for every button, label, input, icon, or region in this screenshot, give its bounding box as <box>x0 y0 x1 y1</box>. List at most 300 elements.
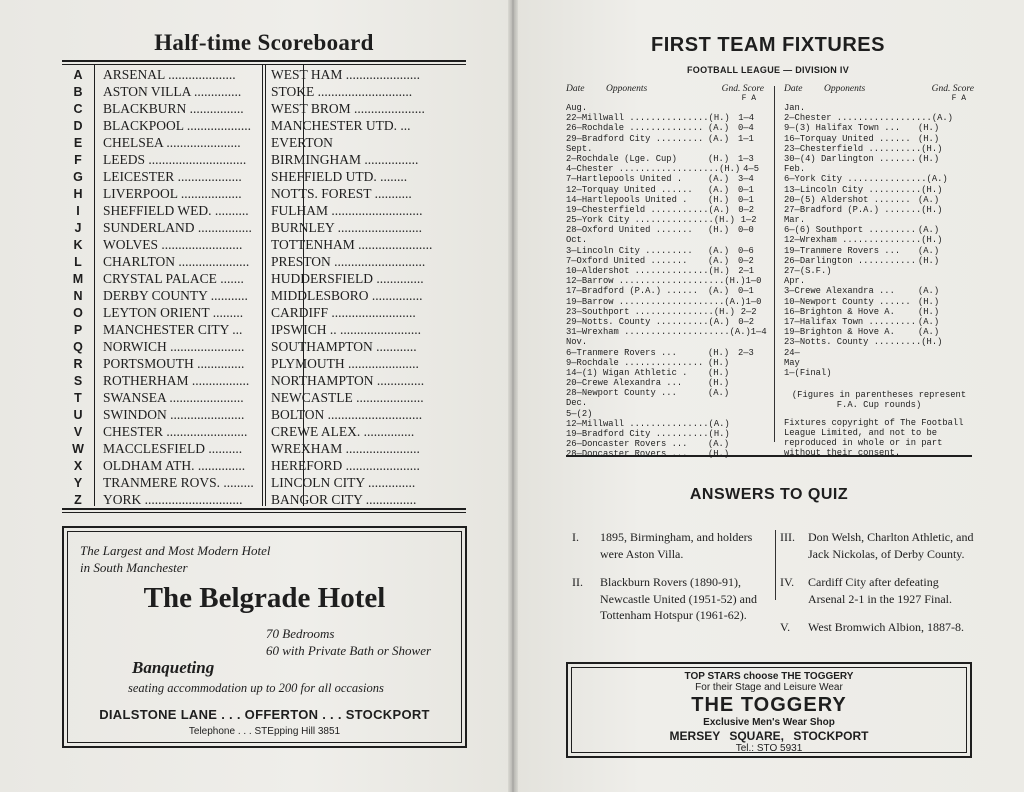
scoreboard-home-team: BLACKBURN ................ <box>103 100 244 116</box>
fixture-opponent: 19—Tranmere Rovers ... <box>784 245 901 256</box>
fixture-ground: (A.) <box>708 204 730 215</box>
fixtures-header-left <box>566 84 764 95</box>
fixture-ground: (A.) <box>708 133 730 144</box>
scoreboard-home-team: LIVERPOOL .................. <box>103 185 242 201</box>
fixture-ground: (A.) <box>708 316 730 327</box>
quiz-answer <box>572 529 772 562</box>
scoreboard-away-team: PLYMOUTH ..................... <box>271 355 419 371</box>
scoreboard-row <box>62 389 466 406</box>
fixture-month: Nov. <box>566 337 588 348</box>
scoreboard-table <box>62 66 466 508</box>
fixture-score <box>738 409 764 419</box>
fixture-row <box>566 185 764 195</box>
fixture-month: Dec. <box>566 398 588 409</box>
scoreboard-away-team: BURNLEY ......................... <box>271 219 422 235</box>
scoreboard-away-team: EVERTON <box>271 134 333 150</box>
fixture-opponent: 16—Torquay United ...... <box>784 133 911 144</box>
scoreboard-home-team: SWINDON ...................... <box>103 406 245 422</box>
quiz-answer-text: West Bromwich Albion, 1887-8. <box>808 620 965 634</box>
fixture-ground: (A.) <box>708 255 730 266</box>
col-gnd-score: Gnd. Score <box>721 84 764 94</box>
fixture-row <box>566 276 764 286</box>
fixture-score <box>952 174 974 184</box>
fixture-score: 0—6 <box>738 245 754 256</box>
scoreboard-away-team: NORTHAMPTON .............. <box>271 372 425 388</box>
scoreboard-row <box>62 236 466 253</box>
fixture-score <box>948 195 974 205</box>
fixture-score <box>950 235 974 245</box>
fixture-row <box>566 297 764 307</box>
hotel-bedrooms: 70 Bedrooms <box>266 626 335 641</box>
toggery-address: MERSEY SQUARE, STOCKPORT <box>669 729 869 743</box>
fixture-opponent: 13—Lincoln City .......... <box>784 184 922 195</box>
fixtures-column-divider <box>774 86 775 442</box>
fixture-opponent: 16—Brighton & Hove A. <box>784 306 895 317</box>
fixture-ground: (H.) <box>708 429 730 439</box>
col-date: Date <box>566 84 585 94</box>
scoreboard-away-team: NOTTS. FOREST ........... <box>271 185 412 201</box>
fixture-row <box>566 164 764 174</box>
hotel-bath: 60 with Private Bath or Shower <box>266 643 432 658</box>
scoreboard-home-team: NORWICH ...................... <box>103 338 245 354</box>
fixture-ground: (H.) <box>918 133 940 144</box>
fixture-score: 1—3 <box>738 153 754 164</box>
fixture-opponent: 14—Hartlepools United . <box>566 194 688 205</box>
fixture-ground: (A.) <box>918 327 940 338</box>
scoreboard-home-team: CHARLTON ..................... <box>103 253 250 269</box>
fixture-score <box>948 134 974 144</box>
scoreboard-letter: C <box>73 101 83 116</box>
fixture-month: Apr. <box>784 276 806 287</box>
scoreboard-row <box>62 100 466 117</box>
fixture-ground <box>918 348 948 358</box>
quiz-answer-text: Don Welsh, Charlton Athletic, and Jack Nickolas, of Derby County. <box>808 530 974 561</box>
scoreboard-letter: J <box>74 220 82 235</box>
fixture-ground: (A.) <box>708 174 730 185</box>
fixture-opponent: 3—Crewe Alexandra ... <box>784 286 895 297</box>
scoreboard-row <box>62 355 466 372</box>
fixtures-column-right <box>784 84 974 458</box>
fixture-opponent: 29—Bradford City ......... <box>566 133 704 144</box>
scoreboard-away-team: HUDDERSFIELD .............. <box>271 270 424 286</box>
scoreboard-away-team: HEREFORD ...................... <box>271 457 420 473</box>
scoreboard-letter: N <box>73 288 83 303</box>
scoreboard-row <box>62 151 466 168</box>
scoreboard-away-team: WEST HAM ...................... <box>271 66 421 82</box>
fixture-opponent: 26—Doncaster Rovers ... <box>566 439 688 450</box>
fixture-opponent: 6—(6) Southport ......... <box>784 225 916 236</box>
fixture-row <box>566 154 764 164</box>
fixture-score <box>948 154 974 164</box>
scoreboard-away-team: IPSWICH .. ........................ <box>271 321 422 337</box>
scoreboard-letter: L <box>74 254 82 269</box>
fixture-ground: (H.) <box>708 113 730 124</box>
col-opponents: Opponents <box>824 84 866 94</box>
fixture-score <box>948 266 974 276</box>
fixture-score: 0—2 <box>738 255 754 266</box>
scoreboard-letter: G <box>73 169 83 184</box>
quiz-answer-text: Cardiff City after defeating Arsenal 2-1 in the 1927 Final. <box>808 575 952 606</box>
fixture-ground: (H.) <box>921 143 943 154</box>
fixture-ground: (A.) <box>708 184 730 195</box>
toggery-name: THE TOGGERY <box>691 694 847 716</box>
scoreboard-letter: F <box>74 152 82 167</box>
fixture-row <box>566 419 764 429</box>
scoreboard-home-team: ASTON VILLA .............. <box>103 83 242 99</box>
fixture-row <box>566 215 764 225</box>
fixture-row <box>784 185 974 195</box>
fixture-row <box>566 113 764 123</box>
fixture-score <box>948 256 974 266</box>
fixture-score: 0—0 <box>738 225 754 236</box>
fixture-score: 0—1 <box>738 194 754 205</box>
scoreboard-row <box>62 185 466 202</box>
fixture-opponent: 12—Wrexham ............... <box>784 235 922 246</box>
fixture-ground: (A.) <box>708 245 730 256</box>
fixture-score: 0—1 <box>738 184 754 195</box>
hotel-banqueting: Banqueting <box>132 658 215 677</box>
fixture-row <box>784 174 974 184</box>
fixture-ground: (A.) <box>708 123 730 134</box>
quiz-answer-text: Blackburn Rovers (1890-91), Newcastle United (1951-52) and Tottenham Hotspur (1961-62). <box>600 575 757 622</box>
quiz-answer-number: III. <box>780 530 795 544</box>
hotel-rooms <box>266 625 431 659</box>
toggery-advert <box>566 662 972 758</box>
fixture-opponent: 29—Notts. County .......... <box>566 316 709 327</box>
hotel-seating: seating accommodation up to 200 for all occasions <box>128 681 384 695</box>
fixture-ground: (H.) <box>713 306 735 317</box>
scoreboard-top-rule-thin <box>62 64 466 65</box>
fixture-ground: (H.) <box>918 306 940 317</box>
scoreboard-away-team: SOUTHAMPTON ............ <box>271 338 417 354</box>
fixture-row <box>784 348 974 358</box>
fixtures-subtitle: FOOTBALL LEAGUE — DIVISION IV <box>686 65 850 75</box>
hotel-advert <box>62 526 467 748</box>
fixture-ground: (A.) <box>918 225 940 236</box>
fixture-opponent: 3—Lincoln City ......... <box>566 245 693 256</box>
fixture-score <box>948 286 974 296</box>
fixture-row <box>566 246 764 256</box>
fixture-row <box>784 134 974 144</box>
fixture-row <box>784 154 974 164</box>
fixture-score <box>950 205 974 215</box>
quiz-answer <box>780 574 976 607</box>
fixture-opponent: 30—(4) Darlington ....... <box>784 153 916 164</box>
scoreboard-row <box>62 474 466 491</box>
scoreboard-home-team: OLDHAM ATH. .............. <box>103 457 246 473</box>
fixture-opponent: 10—Newport County ...... <box>784 296 911 307</box>
fixture-ground: (H.) <box>708 266 730 276</box>
fixture-row <box>566 317 764 327</box>
fixture-score <box>948 246 974 256</box>
fixture-ground: (H.) <box>918 296 940 307</box>
fixture-opponent: 26—Darlington ........... <box>784 255 916 266</box>
fixture-opponent: 19—Barrow .................... <box>566 296 725 307</box>
fixture-ground: (A.) <box>708 418 730 429</box>
fixture-score: 1—2 <box>740 215 757 226</box>
fixture-opponent: 19—Bradford City .......... <box>566 429 709 439</box>
hotel-name: The Belgrade Hotel <box>143 582 386 614</box>
fixture-row <box>566 134 764 144</box>
fixture-ground: (H.) <box>921 184 943 195</box>
fixture-score: 2—3 <box>738 347 754 358</box>
scoreboard-away-team: STOKE ............................ <box>271 83 413 99</box>
fixture-opponent: 6—Tranmere Rovers ... <box>566 347 677 358</box>
scoreboard-home-team: MACCLESFIELD .......... <box>103 440 243 456</box>
scoreboard-home-team: PORTSMOUTH .............. <box>103 355 245 371</box>
scoreboard-row <box>62 83 466 100</box>
fixture-score <box>948 368 974 378</box>
fixture-ground: (H.) <box>708 357 730 368</box>
fixture-ground: (A.) <box>708 439 730 450</box>
fixture-score: 1—4 <box>738 113 755 124</box>
fixture-score: 0—1 <box>738 286 754 297</box>
col-date: Date <box>784 84 803 94</box>
fixture-opponent: 31—Wrexham .................... <box>566 327 730 338</box>
fixture-score <box>948 297 974 307</box>
fixture-opponent: 26—Rochdale .............. <box>566 123 704 134</box>
fixture-score <box>738 388 764 398</box>
fixture-ground: (A.) <box>918 245 940 256</box>
fixture-opponent: 20—Crewe Alexandra ... <box>566 378 683 389</box>
hotel-tagline-line-2: in South Manchester <box>80 560 188 575</box>
fixture-month: May <box>784 357 800 368</box>
fixture-row <box>784 307 974 317</box>
cup-rounds-note: (Figures in parentheses represent F.A. Cup rounds) <box>791 390 967 411</box>
fixture-score: 3—4 <box>738 174 754 185</box>
scoreboard-away-team: WREXHAM ...................... <box>271 440 420 456</box>
page-spine <box>508 0 518 792</box>
fixture-month: Oct. <box>566 235 588 246</box>
scoreboard-row <box>62 338 466 355</box>
col-for-against: F A <box>951 94 966 103</box>
scoreboard-away-team: MIDDLESBORO ............... <box>271 287 423 303</box>
fixture-row <box>566 256 764 266</box>
scoreboard-away-team: BOLTON ............................ <box>271 406 423 422</box>
quiz-answer-number: II. <box>572 575 583 589</box>
quiz-answer <box>572 574 772 624</box>
fixture-row <box>566 266 764 276</box>
fixture-ground: (A.) <box>729 327 751 338</box>
fixture-ground: (H.) <box>918 153 940 164</box>
scoreboard-letter: V <box>73 424 83 439</box>
fixture-opponent: 12—Torquay United ...... <box>566 184 693 195</box>
quiz-answer-number: V. <box>780 620 791 634</box>
scoreboard-away-team: CREWE ALEX. ............... <box>271 423 415 439</box>
fixture-opponent: 2—Chester .................. <box>784 113 932 124</box>
fixture-opponent: 9—Rochdale ............... <box>566 357 704 368</box>
fixture-score <box>950 337 974 347</box>
fixture-score: 0—4 <box>738 123 754 134</box>
scoreboard-away-team: CARDIFF ......................... <box>271 304 416 320</box>
scoreboard-away-team: SHEFFIELD UTD. ........ <box>271 168 408 184</box>
fixture-score <box>954 113 974 123</box>
fixtures-copyright: Fixtures copyright of The Football League Limited, and not to be reproduced in whole or in part without their consent. <box>784 418 964 459</box>
scoreboard-home-team: MANCHESTER CITY ... <box>103 321 243 337</box>
fixture-row <box>566 225 764 235</box>
scoreboard-row <box>62 457 466 474</box>
scoreboard-home-team: LEEDS ............................. <box>103 151 247 167</box>
scoreboard-home-team: TRANMERE ROVS. ......... <box>103 474 254 490</box>
fixture-opponent: 27—(S.F.) <box>784 266 832 276</box>
fixture-row <box>784 286 974 296</box>
scoreboard-row <box>62 219 466 236</box>
fixture-score <box>738 358 764 368</box>
fixture-ground: (A.) <box>926 174 948 185</box>
fixture-opponent: 9—(3) Halifax Town ... <box>784 123 901 134</box>
fixture-ground: (A.) <box>918 194 940 205</box>
fixture-score <box>738 378 764 388</box>
col-gnd-score: Gnd. Score <box>931 84 974 94</box>
fixture-opponent: 12—Barrow .................... <box>566 276 725 287</box>
fixture-score: 1—0 <box>745 276 762 287</box>
fixture-ground: (H.) <box>708 449 730 460</box>
scoreboard-letter: D <box>73 118 83 133</box>
scoreboard-letter: W <box>72 441 84 456</box>
fixture-score <box>948 327 974 337</box>
fixture-ground: (H.) <box>921 337 943 348</box>
fixture-opponent: 19—Chesterfield ........... <box>566 204 709 215</box>
fixture-ground: (H.) <box>708 194 730 205</box>
quiz-column-divider <box>775 530 776 600</box>
fixture-row <box>566 429 764 439</box>
fixture-ground: (A.) <box>724 296 746 307</box>
scoreboard-letter: R <box>73 356 83 371</box>
scoreboard-row <box>62 406 466 423</box>
fixture-row <box>784 266 974 276</box>
fixture-opponent: 10—Aldershot .............. <box>566 266 709 276</box>
fixture-row <box>784 297 974 307</box>
scoreboard-row <box>62 321 466 338</box>
hotel-address: DIALSTONE LANE . . . OFFERTON . . . STOCKPORT <box>99 707 430 722</box>
fixture-row <box>566 286 764 296</box>
scoreboard-letter: O <box>73 305 83 320</box>
scoreboard-home-team: SUNDERLAND ................ <box>103 219 252 235</box>
fixture-row <box>566 368 764 378</box>
scoreboard-letter: S <box>73 373 83 388</box>
fixture-ground: (H.) <box>719 164 741 175</box>
fixtures-list-right <box>784 103 974 378</box>
scoreboard-letter: K <box>73 237 83 252</box>
fixture-row <box>566 205 764 215</box>
fixture-opponent: 17—Bradford (P.A.) ...... <box>566 286 698 297</box>
hotel-tagline <box>80 542 271 576</box>
scoreboard-away-team: NEWCASTLE .................... <box>271 389 424 405</box>
fixture-opponent: 1—(Final) <box>784 367 832 378</box>
fixture-ground <box>918 266 948 276</box>
scoreboard-letter: A <box>73 67 83 82</box>
toggery-line-2: For their Stage and Leisure Wear <box>695 682 843 693</box>
fixture-opponent: 7—Oxford United ....... <box>566 255 688 266</box>
fixture-month: Mar. <box>784 215 806 226</box>
fixture-ground: (H.) <box>708 153 730 164</box>
fixture-opponent: 5—(2) <box>566 408 593 419</box>
scoreboard-row <box>62 372 466 389</box>
fixture-opponent: 28—Newport County ... <box>566 388 677 399</box>
scoreboard-bottom-rule <box>62 508 466 510</box>
fixture-row <box>566 307 764 317</box>
scoreboard-letter: Q <box>73 339 83 354</box>
scoreboard-letter: M <box>72 271 84 286</box>
fixture-ground: (H.) <box>921 235 943 246</box>
scoreboard-top-rule <box>62 60 466 62</box>
fixture-score <box>948 348 974 358</box>
scoreboard-row <box>62 491 466 508</box>
scoreboard-row <box>62 270 466 287</box>
scoreboard-letter: P <box>73 322 83 337</box>
fixture-ground: (H.) <box>708 347 730 358</box>
scoreboard-letter: U <box>73 407 83 422</box>
scoreboard-home-team: ROTHERHAM ................. <box>103 372 250 388</box>
hotel-tagline-line-1: The Largest and Most Modern Hotel <box>80 543 271 558</box>
col-for-against: F A <box>741 94 756 103</box>
fixture-opponent: 12—Millwall ............... <box>566 418 709 429</box>
fixture-ground: (H.) <box>708 367 730 378</box>
quiz-answer <box>780 529 976 562</box>
fixture-month: Aug. <box>566 103 588 113</box>
fixture-score: 4—5 <box>743 164 759 175</box>
fixture-month: Jan. <box>784 103 806 113</box>
scoreboard-row <box>62 423 466 440</box>
fixture-month: Feb. <box>784 164 806 175</box>
scoreboard-home-team: YORK ............................. <box>103 491 243 507</box>
fixture-row <box>784 337 974 347</box>
col-opponents: Opponents <box>606 84 648 94</box>
scoreboard-away-team: BANGOR CITY ............... <box>271 491 417 507</box>
fixture-score <box>738 368 764 378</box>
quiz-answers-right <box>780 529 976 648</box>
scoreboard-home-team: DERBY COUNTY ........... <box>103 287 248 303</box>
scoreboard-home-team: SWANSEA ...................... <box>103 389 244 405</box>
fixture-row <box>784 368 974 378</box>
quiz-answer-text: 1895, Birmingham, and holders were Aston Villa. <box>600 530 753 561</box>
quiz-answer <box>780 619 976 636</box>
toggery-line-1: TOP STARS choose THE TOGGERY <box>684 671 854 682</box>
scoreboard-letter: X <box>73 458 83 473</box>
scoreboard-row <box>62 168 466 185</box>
fixture-row <box>566 348 764 358</box>
fixture-opponent: 20—(5) Aldershot ....... <box>784 194 911 205</box>
scoreboard-letter: H <box>73 186 83 201</box>
fixture-score: 0—2 <box>738 204 755 215</box>
fixture-row <box>784 327 974 337</box>
fixture-ground: (H.) <box>918 123 940 134</box>
fixture-score <box>948 225 974 235</box>
fixture-ground: (H.) <box>713 215 735 226</box>
fixture-row <box>784 225 974 235</box>
scoreboard-away-team: BIRMINGHAM ................ <box>271 151 419 167</box>
fixture-opponent: 27—Bradford (P.A.) ....... <box>784 204 922 215</box>
fixture-row <box>784 246 974 256</box>
scoreboard-row <box>62 440 466 457</box>
scoreboard-row <box>62 117 466 134</box>
scoreboard-home-team: LEYTON ORIENT ......... <box>103 304 244 320</box>
fixture-row <box>566 195 764 205</box>
fixture-ground <box>708 409 738 419</box>
scoreboard-away-team: LINCOLN CITY .............. <box>271 474 416 490</box>
scoreboard-letter: Z <box>74 492 82 507</box>
toggery-line-3: Exclusive Men's Wear Shop <box>703 717 835 728</box>
hotel-telephone: Telephone . . . STEpping Hill 3851 <box>188 726 341 737</box>
fixture-score <box>950 144 974 154</box>
scoreboard-title: Half-time Scoreboard <box>154 30 374 55</box>
fixture-opponent: 24— <box>784 347 800 358</box>
fixture-ground: (H.) <box>918 255 940 266</box>
fixture-opponent: 28—Oxford United ....... <box>566 225 693 236</box>
fixture-score <box>948 317 974 327</box>
fixture-ground: (H.) <box>724 276 746 287</box>
fixture-score: 1—1 <box>738 133 754 144</box>
